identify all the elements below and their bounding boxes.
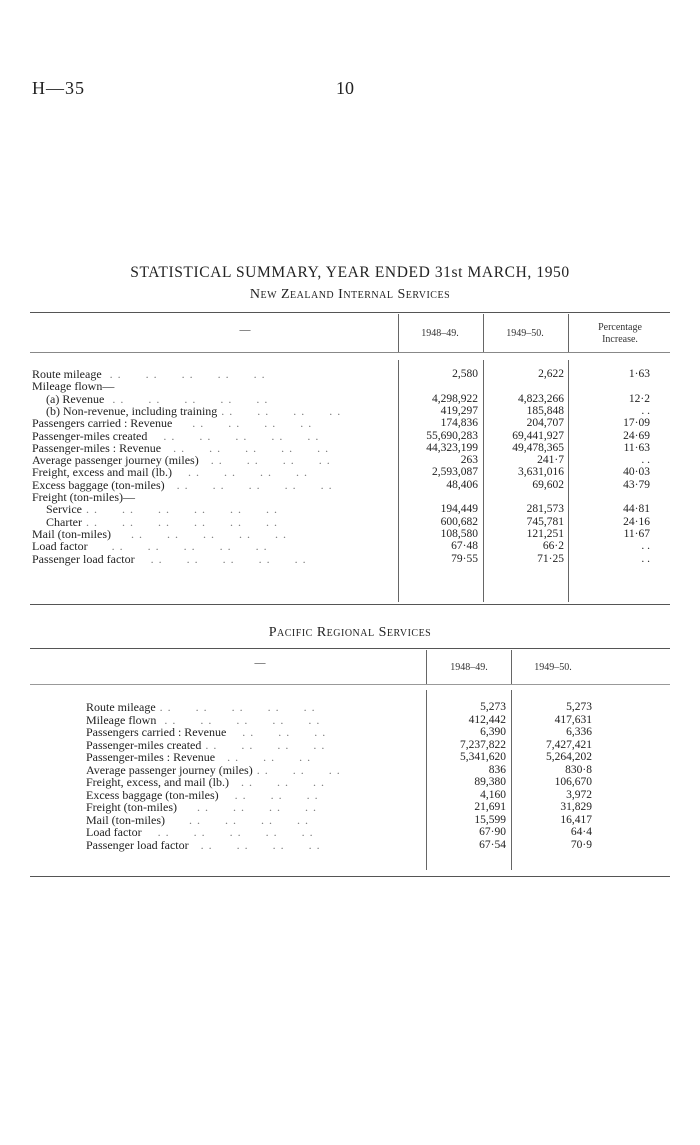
cell-1948-49: 419,297	[440, 404, 478, 417]
row-leader-dots: . . . . . . . . . .	[161, 440, 330, 455]
row-label-text: Passenger-miles created	[32, 428, 148, 443]
cell-percentage: 1·63	[628, 368, 650, 380]
cell-1948-49: 5,273	[480, 701, 506, 713]
cell-1949-50: 417,631	[554, 713, 592, 726]
cell-1949-50: 31,829	[560, 801, 592, 813]
row-label-text: Average passenger journey (miles)	[86, 762, 253, 777]
row-label	[32, 442, 329, 454]
cell-1949-50: 5,273	[566, 701, 592, 713]
row-label	[86, 839, 321, 851]
cell-percentage: 12·2	[628, 392, 650, 405]
row-label	[32, 430, 319, 442]
table1-col-1949: 1949–50.	[506, 328, 544, 339]
table1-col-percentage	[570, 322, 670, 346]
row-label	[32, 553, 307, 565]
row-label	[32, 479, 333, 491]
table1-top-rule	[30, 312, 670, 313]
cell-1949-50: 49,478,365	[512, 441, 564, 454]
table-row	[0, 764, 700, 776]
table-row	[0, 405, 700, 417]
cell-percentage: 40·03	[623, 466, 650, 479]
row-label-text: (a) Revenue	[46, 391, 105, 406]
cell-1949-50: 830·8	[565, 763, 592, 776]
row-label-text: Passenger load factor	[32, 551, 135, 566]
table2-divider-1	[426, 650, 427, 684]
cell-1949-50: 66·2	[542, 540, 564, 553]
row-label	[86, 814, 309, 826]
cell-percentage: 24·69	[623, 429, 650, 442]
row-leader-dots: . . . . . . . . . .	[101, 367, 266, 381]
row-leader-dots: . . . . . . . .	[217, 403, 342, 418]
table-row	[0, 442, 700, 454]
cell-1949-50: 70·9	[570, 838, 592, 851]
row-label	[86, 826, 314, 838]
cell-1948-49: 67·90	[479, 826, 506, 838]
table1-divider-1	[398, 314, 399, 352]
table-row	[0, 479, 700, 491]
row-label	[32, 528, 287, 540]
row-label-text: Freight, excess, and mail (lb.)	[86, 775, 229, 789]
row-label	[32, 454, 331, 466]
cell-1949-50: 241·7	[537, 454, 564, 467]
row-label	[86, 776, 325, 788]
row-label	[46, 393, 268, 405]
cell-percentage: . .	[641, 454, 650, 467]
cell-1949-50: 2,622	[538, 368, 564, 380]
cell-percentage: 24·16	[623, 515, 650, 528]
cell-1949-50: 5,264,202	[546, 751, 592, 763]
table-row	[0, 368, 700, 380]
row-leader-dots: . . . . . . . .	[176, 800, 317, 814]
cell-1949-50: 69,441,927	[512, 429, 564, 442]
cell-1948-49: 600,682	[440, 515, 478, 528]
cell-1949-50: 121,251	[526, 527, 564, 540]
row-leader-dots: . . . . . . . . . .	[134, 551, 307, 566]
row-label	[32, 417, 312, 429]
table1-bottom-rule	[30, 604, 670, 605]
table-row	[0, 491, 700, 503]
row-leader-dots: . . . . . . . . . .	[141, 825, 314, 839]
table1-stub-header: —	[239, 324, 251, 336]
table-row	[0, 553, 700, 565]
row-label-text: Mileage flown	[86, 712, 157, 727]
row-label-text: Passenger-miles : Revenue	[32, 440, 162, 455]
row-leader-dots: . . . . . . . . . .	[87, 539, 268, 554]
table-row	[0, 417, 700, 429]
table-row	[0, 839, 700, 851]
cell-1948-49: 2,580	[452, 368, 478, 380]
row-label-text: Mail (ton-miles)	[32, 526, 111, 541]
section-title-pacific-regional: Pacific Regional Services	[268, 625, 432, 640]
table1-col-1948: 1948–49.	[421, 328, 459, 339]
row-leader-dots: . . . . . . . . . .	[156, 712, 321, 727]
row-leader-dots: . . . . . . . .	[188, 837, 321, 852]
table-row	[0, 454, 700, 466]
row-leader-dots: . . . . . . . .	[172, 416, 313, 431]
row-label-text: Passengers carried : Revenue	[86, 725, 227, 739]
row-leader-dots: . . . . . . . . . . . .	[81, 514, 278, 529]
cell-1948-49: 48,406	[446, 478, 478, 491]
table-row	[0, 776, 700, 788]
table-row	[0, 789, 700, 801]
cell-1948-49: 55,690,283	[426, 429, 478, 442]
cell-1949-50: 4,823,266	[518, 392, 564, 405]
cell-1949-50: 281,573	[526, 503, 564, 516]
cell-1948-49: 108,580	[440, 527, 478, 540]
table1-divider-3	[568, 314, 569, 352]
row-leader-dots: . . . . . . . . . .	[104, 391, 269, 406]
row-label-text: Passenger load factor	[86, 837, 189, 852]
cell-percentage: 44·81	[623, 503, 650, 516]
row-label-text: Passenger-miles created	[86, 737, 202, 752]
cell-percentage: 11·67	[623, 527, 650, 540]
cell-1948-49: 2,593,087	[432, 466, 478, 479]
row-leader-dots: . . . . . . . . . .	[147, 428, 320, 443]
cell-1948-49: 836	[488, 763, 506, 776]
cell-1949-50: 69,602	[532, 478, 564, 491]
row-label	[46, 516, 278, 528]
table-row	[0, 466, 700, 478]
table-row	[0, 380, 700, 392]
table-row	[0, 726, 700, 738]
row-leader-dots: . . . . . .	[215, 750, 312, 764]
cell-percentage: . .	[641, 552, 650, 565]
row-leader-dots: . . . . . . . .	[198, 453, 331, 468]
row-label	[32, 466, 308, 478]
cell-1948-49: 44,323,199	[426, 441, 478, 454]
row-leader-dots: . . . . . . . .	[164, 812, 309, 827]
row-label-text: Average passenger journey (miles)	[32, 453, 199, 468]
row-label-text: Passengers carried : Revenue	[32, 416, 173, 431]
row-label-text: Mileage flown—	[32, 379, 115, 394]
row-label-text: Freight, excess and mail (lb.)	[32, 465, 172, 480]
row-leader-dots: . . . . . .	[218, 787, 319, 802]
row-label	[86, 751, 311, 763]
row-label	[46, 405, 341, 417]
page-title: STATISTICAL SUMMARY, YEAR ENDED 31st MARCH, 1950	[130, 264, 570, 281]
document-code: H—35	[32, 78, 85, 98]
cell-1949-50: 185,848	[526, 404, 564, 417]
row-label-text: Excess baggage (ton-miles)	[32, 477, 165, 492]
row-label	[32, 380, 114, 392]
table2-bottom-rule	[30, 876, 670, 877]
cell-percentage: . .	[641, 540, 650, 553]
cell-1949-50: 64·4	[570, 826, 592, 838]
table-row	[0, 801, 700, 813]
row-label	[32, 368, 266, 380]
row-leader-dots: . . . . . . . .	[171, 465, 308, 480]
row-label	[86, 714, 320, 726]
table-row	[0, 393, 700, 405]
row-leader-dots: . . . . . . . . . .	[164, 477, 333, 492]
cell-1948-49: 174,836	[440, 417, 478, 430]
table-row	[0, 430, 700, 442]
row-label-text: Mail (ton-miles)	[86, 812, 165, 827]
row-leader-dots: . . . . . .	[228, 775, 325, 789]
cell-1948-49: 67·48	[451, 540, 478, 553]
row-label-text: Load factor	[86, 825, 142, 839]
cell-1948-49: 263	[460, 454, 478, 467]
cell-percentage: 43·79	[623, 478, 650, 491]
row-label-text: Service	[46, 502, 82, 517]
cell-1949-50: 71·25	[537, 552, 564, 565]
row-label	[32, 491, 135, 503]
cell-1948-49: 79·55	[451, 552, 478, 565]
row-leader-dots: . . . . . . . . . .	[155, 700, 316, 714]
row-leader-dots: . . . . . . . .	[201, 737, 326, 752]
table1-col-percentage-line2: Increase.	[602, 334, 638, 345]
cell-percentage: . .	[641, 404, 650, 417]
table-row	[0, 503, 700, 515]
table-row	[0, 540, 700, 552]
table1-col-percentage-line1: Percentage	[598, 322, 642, 333]
row-label-text: (b) Non-revenue, including training	[46, 403, 218, 418]
row-label	[86, 764, 341, 776]
cell-percentage: 17·09	[623, 417, 650, 430]
cell-1948-49: 15,599	[474, 813, 506, 826]
table2-col-1949: 1949–50.	[534, 662, 572, 673]
row-label-text: Route mileage	[86, 700, 156, 714]
row-label	[32, 540, 268, 552]
table-row	[0, 739, 700, 751]
table2-header-rule	[30, 684, 670, 685]
cell-1948-49: 4,298,922	[432, 392, 478, 405]
table2-top-rule	[30, 648, 670, 649]
row-leader-dots: . . . . . .	[252, 762, 341, 777]
table1-divider-2	[483, 314, 484, 352]
cell-1949-50: 6,336	[566, 726, 592, 738]
table2-stub-header: —	[254, 657, 266, 669]
table2-col-1948: 1948–49.	[450, 662, 488, 673]
row-label	[86, 789, 319, 801]
row-label	[86, 801, 317, 813]
cell-1948-49: 21,691	[474, 801, 506, 813]
cell-1949-50: 106,670	[554, 776, 592, 788]
row-label-text: Freight (ton-miles)—	[32, 490, 135, 504]
row-label-text: Load factor	[32, 539, 88, 554]
table-row	[0, 751, 700, 763]
row-label-text: Freight (ton-miles)	[86, 800, 177, 814]
table-row	[0, 528, 700, 540]
table1-header-rule	[30, 352, 670, 353]
cell-1949-50: 7,427,421	[546, 738, 592, 751]
row-label	[86, 701, 316, 713]
table-row	[0, 826, 700, 838]
row-leader-dots: . . . . . . . . . . . .	[81, 502, 278, 517]
cell-1949-50: 3,631,016	[518, 466, 564, 479]
row-label	[46, 503, 278, 515]
cell-percentage: 11·63	[623, 441, 650, 454]
cell-1948-49: 4,160	[480, 788, 506, 801]
table-row	[0, 516, 700, 528]
section-title-nz-internal: New Zealand Internal Services	[249, 287, 451, 302]
table-row	[0, 701, 700, 713]
table-row	[0, 814, 700, 826]
page-number: 10	[336, 78, 354, 98]
row-label-text: Excess baggage (ton-miles)	[86, 787, 219, 802]
cell-1949-50: 745,781	[526, 515, 564, 528]
cell-1948-49: 6,390	[480, 726, 506, 738]
row-label-text: Passenger-miles : Revenue	[86, 750, 216, 764]
row-leader-dots: . . . . . .	[226, 725, 327, 739]
row-label	[86, 726, 326, 738]
cell-1948-49: 67·54	[479, 838, 506, 851]
cell-1949-50: 204,707	[526, 417, 564, 430]
row-label	[86, 739, 325, 751]
cell-1949-50: 3,972	[566, 788, 592, 801]
cell-1948-49: 89,380	[474, 776, 506, 788]
cell-1948-49: 7,237,822	[460, 738, 506, 751]
table-row	[0, 714, 700, 726]
cell-1948-49: 5,341,620	[460, 751, 506, 763]
cell-1948-49: 412,442	[468, 713, 506, 726]
cell-1948-49: 194,449	[440, 503, 478, 516]
row-label-text: Charter	[46, 514, 82, 529]
cell-1949-50: 16,417	[560, 813, 592, 826]
row-label-text: Route mileage	[32, 367, 102, 381]
row-leader-dots: . . . . . . . . . .	[110, 526, 287, 541]
table2-divider-2	[511, 650, 512, 684]
